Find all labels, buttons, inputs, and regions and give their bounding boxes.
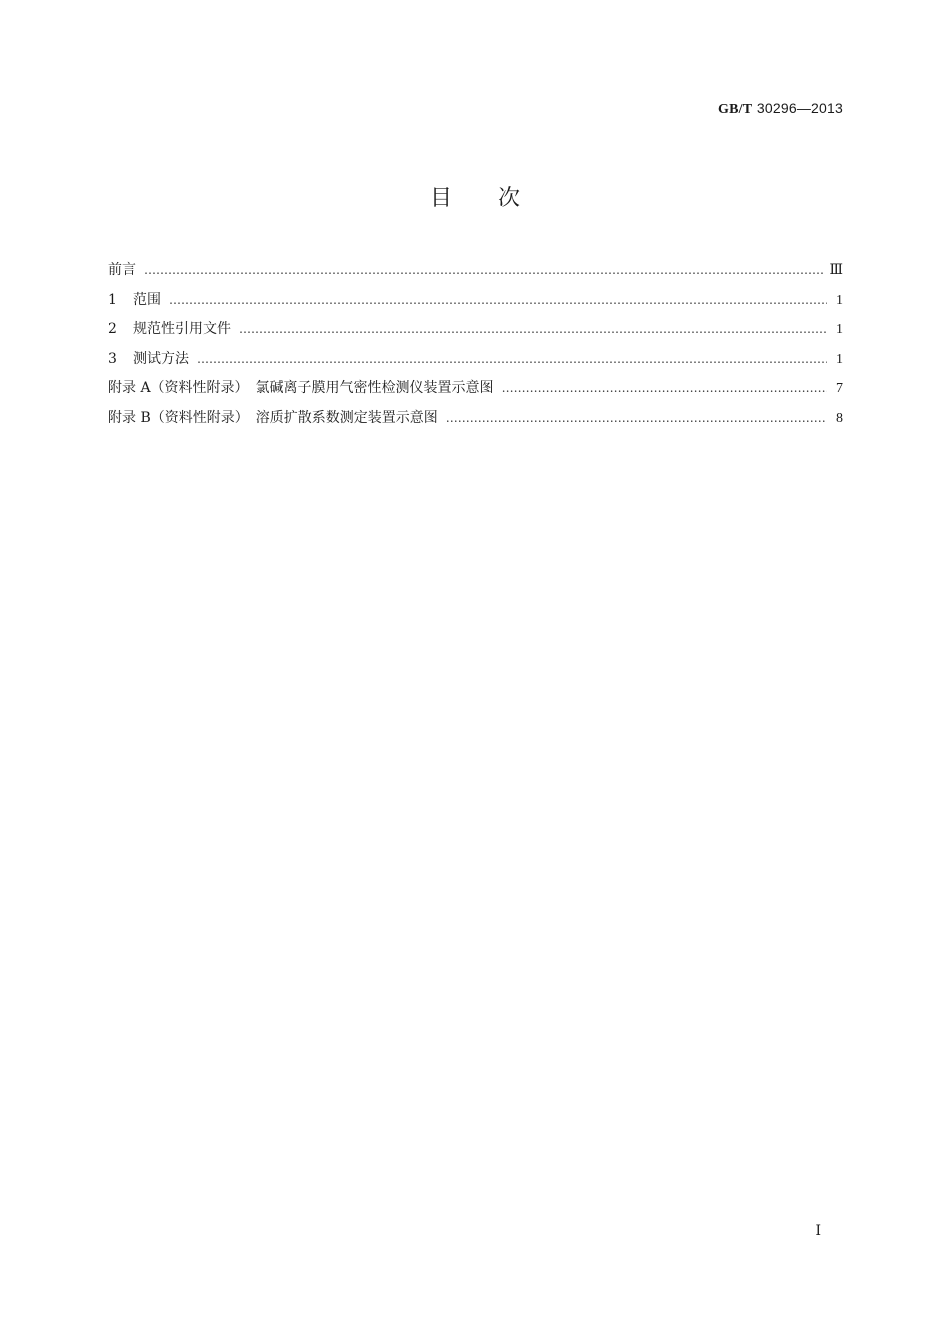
toc-entry-test-methods[interactable]	[108, 349, 843, 379]
toc-entry-scope[interactable]	[108, 290, 843, 320]
toc-entry-label	[108, 408, 438, 428]
toc-entry-title: 测试方法	[133, 350, 189, 367]
page-number: Ⅰ	[815, 1224, 821, 1239]
toc-entry-label	[108, 378, 494, 398]
page-title: 目次	[429, 186, 566, 211]
toc-entry-page: 1	[836, 292, 843, 308]
standard-code	[718, 100, 843, 118]
toc-entry-title: 规范性引用文件	[133, 321, 231, 337]
toc-leader-dots	[239, 319, 827, 339]
standard-prefix: GB/T	[718, 102, 753, 117]
toc-entry-foreword[interactable]	[108, 260, 843, 290]
toc-entry-title: 附录 B（资料性附录） 溶质扩散系数测定装置示意图	[108, 409, 438, 426]
standard-number: 30296—2013	[756, 100, 843, 116]
toc-entry-annex-b[interactable]	[108, 408, 843, 438]
toc-entry-page: Ⅲ	[829, 263, 843, 278]
toc-entry-normative-references[interactable]	[108, 319, 843, 349]
toc-leader-dots	[197, 349, 827, 369]
toc-entry-page: 7	[836, 381, 843, 396]
toc-leader-dots	[446, 408, 827, 428]
toc-leader-dots	[502, 378, 827, 398]
toc-entry-number: 3	[108, 350, 117, 367]
toc-entry-title: 前言	[108, 262, 136, 278]
toc-entry-number: 1	[108, 291, 117, 308]
toc-entry-title: 范围	[133, 291, 161, 308]
toc-entry-page: 1	[836, 322, 843, 337]
toc-entry-title: 附录 A（资料性附录） 氯碱离子膜用气密性检测仪装置示意图	[108, 380, 494, 396]
toc-entry-label	[108, 260, 136, 280]
toc-entry-label	[108, 290, 161, 310]
table-of-contents	[108, 260, 843, 437]
toc-leader-dots	[144, 260, 823, 280]
toc-entry-page: 1	[836, 351, 843, 367]
toc-entry-label	[108, 319, 231, 339]
toc-entry-label	[108, 349, 189, 369]
toc-leader-dots	[169, 290, 827, 310]
toc-entry-page: 8	[836, 410, 843, 426]
toc-entry-annex-a[interactable]	[108, 378, 843, 408]
toc-entry-number: 2	[108, 321, 117, 337]
